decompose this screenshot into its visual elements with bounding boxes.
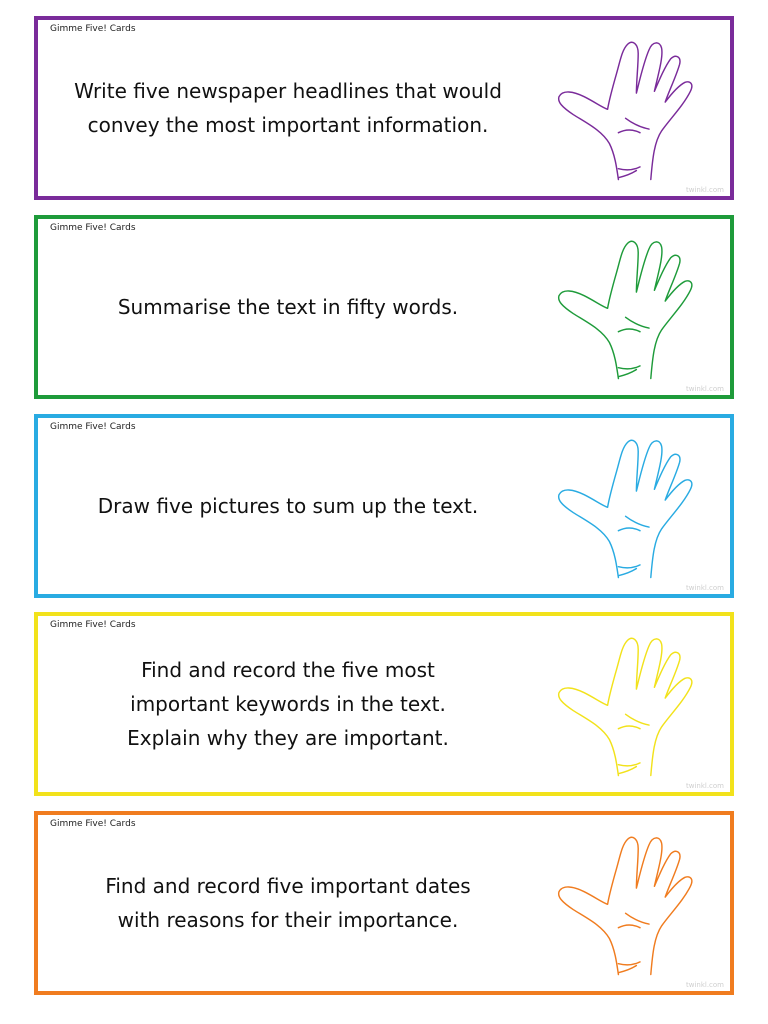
hand-outline [559, 42, 692, 179]
watermark: twinkl.com [685, 981, 724, 989]
hand-line [618, 966, 636, 973]
hand-line [618, 171, 636, 178]
hand-line [618, 167, 640, 170]
hand-line [626, 516, 649, 527]
card [34, 811, 734, 995]
card [34, 414, 734, 598]
watermark: twinkl.com [685, 584, 724, 592]
hand-icon [532, 426, 712, 594]
hand-icon [532, 28, 712, 196]
hand-line [618, 370, 636, 377]
hand-outline-svg [532, 426, 712, 594]
hand-line [618, 569, 636, 576]
hand-outline-svg [532, 823, 712, 991]
hand-line [618, 925, 640, 928]
card [34, 16, 734, 200]
watermark: twinkl.com [685, 385, 724, 393]
card-instruction: Summarise the text in fifty words. [117, 295, 459, 319]
hand-line [618, 767, 636, 774]
card-title: Gimme Five! Cards [50, 620, 136, 630]
card [34, 215, 734, 399]
hand-line [618, 763, 640, 766]
card-title: Gimme Five! Cards [50, 24, 136, 34]
hand-outline-svg [532, 624, 712, 792]
hand-line [626, 913, 649, 924]
hand-icon [532, 823, 712, 991]
hand-icon [532, 227, 712, 395]
card [34, 612, 734, 796]
hand-line [618, 130, 640, 133]
hand-line [626, 118, 649, 129]
hand-line [618, 726, 640, 729]
watermark: twinkl.com [685, 782, 724, 790]
card-title: Gimme Five! Cards [50, 422, 136, 432]
hand-line [618, 329, 640, 332]
hand-outline-svg [532, 28, 712, 196]
card-instruction: Write five newspaper headlines that would convey the most important information. [74, 79, 502, 137]
hand-outline [559, 837, 692, 974]
hand-line [626, 714, 649, 725]
hand-icon [532, 624, 712, 792]
hand-line [618, 962, 640, 965]
watermark: twinkl.com [685, 186, 724, 194]
hand-line [618, 528, 640, 531]
hand-outline [559, 638, 692, 775]
hand-outline-svg [532, 227, 712, 395]
hand-outline [559, 440, 692, 577]
hand-line [618, 366, 640, 369]
hand-line [626, 317, 649, 328]
card-instruction: Draw five pictures to sum up the text. [97, 494, 479, 518]
card-instruction: Find and record five important dates with reasons for their importance. [105, 874, 471, 932]
card-instruction: Find and record the five most important keywords in the text. Explain why they are important. [127, 658, 449, 750]
card-title: Gimme Five! Cards [50, 223, 136, 233]
hand-line [618, 565, 640, 568]
hand-outline [559, 241, 692, 378]
card-title: Gimme Five! Cards [50, 819, 136, 829]
